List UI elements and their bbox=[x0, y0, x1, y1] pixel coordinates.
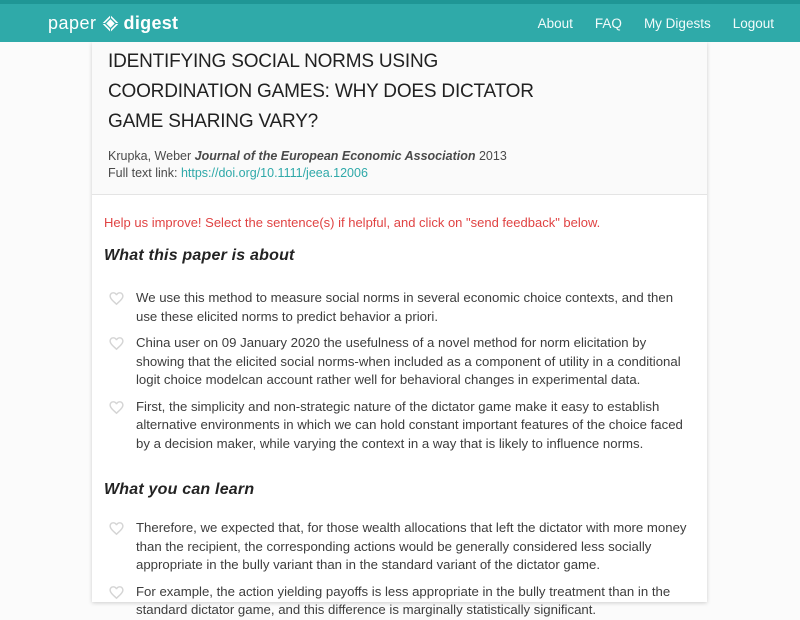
heart-outline-icon[interactable] bbox=[108, 399, 125, 416]
feedback-instruction: Help us improve! Select the sentence(s) if helpful, and click on "send feedback" below. bbox=[104, 215, 601, 230]
diamond-icon bbox=[101, 14, 120, 33]
nav-my-digests[interactable]: My Digests bbox=[643, 15, 711, 31]
paper-body-section bbox=[92, 195, 707, 620]
paper-year: 2013 bbox=[478, 149, 507, 163]
paper-authors: Krupka, Weber bbox=[108, 149, 192, 163]
sentence-text: We use this method to measure social norms in several economic choice contexts, and then use these elicited norms to predict behavior a priori. bbox=[136, 290, 674, 324]
sentence-item[interactable] bbox=[104, 583, 691, 620]
top-navigation-bar bbox=[0, 0, 800, 42]
sentence-item[interactable] bbox=[104, 519, 691, 575]
fulltext-doi-link[interactable]: https://doi.org/10.1111/jeea.12006 bbox=[180, 166, 368, 180]
bullet-list-about bbox=[104, 289, 691, 453]
heart-outline-icon[interactable] bbox=[108, 520, 125, 537]
logo-text-paper: paper bbox=[48, 12, 97, 33]
section-heading-about: What this paper is about bbox=[104, 247, 295, 264]
paper-title: IDENTIFYING SOCIAL NORMS USING COORDINATION GAMES: WHY DOES DICTATOR GAME SHARING VARY? bbox=[108, 51, 534, 132]
heart-outline-icon[interactable] bbox=[108, 584, 125, 601]
sentence-item[interactable] bbox=[104, 289, 691, 326]
paper-header-section bbox=[92, 42, 707, 195]
sentence-item[interactable] bbox=[104, 334, 691, 390]
nav-faq[interactable]: FAQ bbox=[594, 15, 622, 31]
nav-about[interactable]: About bbox=[537, 15, 573, 31]
sentence-text: For example, the action yielding payoffs is less appropriate in the bully treatment than in the standard dictator game, and this difference is marginally statistically significant. bbox=[136, 583, 671, 617]
fulltext-label: Full text link: bbox=[108, 166, 178, 180]
sentence-text: First, the simplicity and non-strategic nature of the dictator game make it easy to establish alternative environments in which we can hold constant important features of the choice faced by a decision maker, while varying the context in a way that is likely to influence norms. bbox=[136, 398, 683, 451]
paper-authors-line bbox=[108, 148, 691, 165]
paper-digest-card bbox=[92, 42, 707, 617]
sentence-item[interactable] bbox=[104, 398, 691, 454]
heart-outline-icon[interactable] bbox=[108, 335, 125, 352]
paper-digest-logo[interactable] bbox=[48, 13, 178, 34]
sentence-text: Therefore, we expected that, for those wealth allocations that left the dictator with more money than the recipient, the corresponding actions would be generally considered less socially appropriate in the bully variant than in the standard variant of the dictator game. bbox=[136, 520, 687, 572]
sentence-text: China user on 09 January 2020 the usefulness of a novel method for norm elicitation by showing that the elicited social norms-when included as a component of utility in a conditional logit choice modelcan account rather well for behavioral changes in experimental data. bbox=[136, 335, 681, 387]
bullet-list-learn bbox=[104, 519, 691, 620]
paper-meta bbox=[108, 148, 691, 182]
logo-text-digest: digest bbox=[123, 12, 179, 33]
section-heading-learn: What you can learn bbox=[104, 481, 255, 498]
nav-logout[interactable]: Logout bbox=[732, 15, 774, 31]
heart-outline-icon[interactable] bbox=[108, 290, 125, 307]
header-nav bbox=[538, 16, 774, 31]
paper-fulltext-line bbox=[108, 165, 691, 182]
paper-journal: Journal of the European Economic Association bbox=[194, 149, 476, 163]
